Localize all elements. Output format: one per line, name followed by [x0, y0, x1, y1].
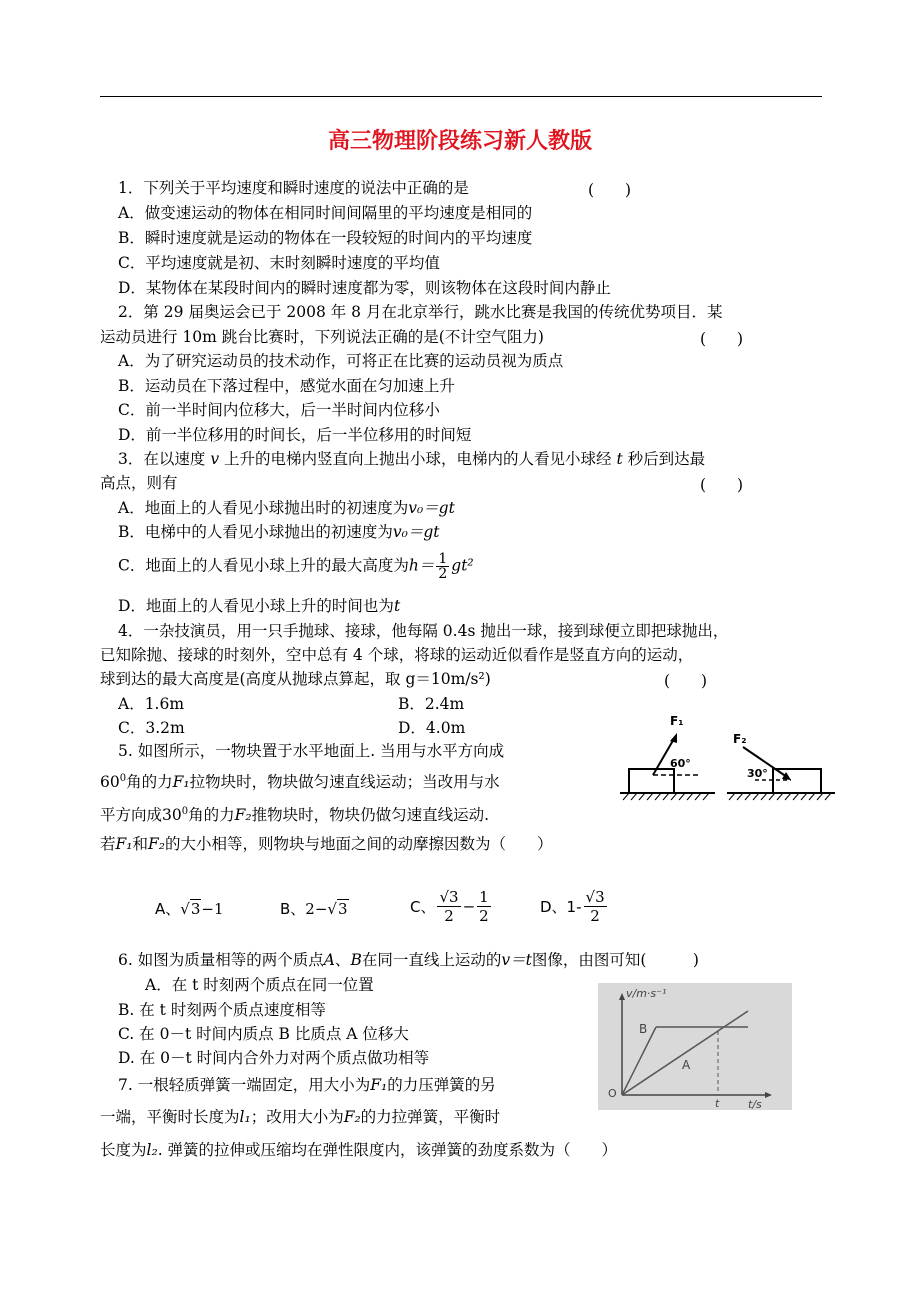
- q5-text: 角的力: [126, 773, 173, 792]
- q7-stem-line2: [100, 1107, 500, 1127]
- q5-frac-den: 2: [590, 907, 600, 925]
- q5-fig-f1-angle: 60°: [670, 757, 691, 770]
- q6-fig-x-label: t/s: [748, 1098, 762, 1110]
- q2-option-c: C．前一半时间内位移大，后一半时间内位移小: [118, 401, 440, 419]
- q5-frac-num: √3: [439, 888, 459, 906]
- q7-stem-line3: [100, 1140, 617, 1160]
- q4-option-a: A．1.6m: [118, 695, 185, 713]
- q6-text: 、: [334, 951, 351, 969]
- q7-text: 7. 一根轻质弹簧一端固定，用大小为: [118, 1076, 371, 1094]
- q7-text: ；改用大小为: [250, 1108, 344, 1126]
- q6-option-c: C. 在 0－t 时间内质点 B 比质点 A 位移大: [118, 1025, 409, 1043]
- q4-stem-line3: 球到达的最大高度是(高度从抛球点算起，取 g＝10m/s²): [100, 670, 491, 688]
- q6-option-d: D. 在 0－t 时间内合外力对两个质点做功相等: [118, 1049, 430, 1067]
- q3-option-d-var: t: [393, 597, 401, 615]
- q5-option-a-label: A、: [155, 900, 181, 918]
- q3-var-t: t: [616, 450, 623, 468]
- q2-answer-blank: ( ): [700, 330, 744, 348]
- q4-stem-line1: 4．一杂技演员，用一只手抛球、接球，他每隔 0.4s 抛出一球，接到球便立即把球抛出，: [118, 622, 729, 640]
- q5-force-f1: F₁: [115, 835, 133, 853]
- q5-frac-den: 2: [444, 907, 454, 925]
- q5-text: 平方向成: [100, 806, 163, 825]
- q6-option-a: A．在 t 时刻两个质点在同一位置: [145, 976, 374, 994]
- q5-force-f2: F₂: [148, 835, 165, 853]
- q5-fig-f1-label: F₁: [670, 714, 684, 728]
- q6-fig-y-label: v/m·s⁻¹: [626, 987, 667, 1000]
- q5-text: 若: [100, 835, 116, 853]
- q5-text: 的大小相等，则物块与地面之间的动摩擦因数为（ ）: [164, 835, 553, 853]
- q3-option-a: [118, 498, 455, 518]
- q4-option-c: C．3.2m: [118, 719, 185, 737]
- q2-option-a: A．为了研究运动员的技术动作，可将正在比赛的运动员视为质点: [118, 352, 564, 370]
- page-title: 高三物理阶段练习新人教版: [327, 129, 592, 154]
- q6-stem: [118, 950, 699, 970]
- q6-fig-origin: O: [608, 1087, 617, 1100]
- q3-option-c-text: C．地面上的人看见小球上升的最大高度为: [118, 556, 409, 575]
- q5-angle-60: 60: [100, 773, 120, 792]
- q5-stem-line1: 5. 如图所示，一物块置于水平地面上. 当用与水平方向成: [118, 742, 505, 760]
- q7-stem-line1: [118, 1075, 496, 1095]
- q5-stem-line4: [100, 834, 552, 854]
- q3-option-b-formula: v₀＝gt: [392, 523, 440, 541]
- q6-fig-b-label: B: [639, 1022, 648, 1036]
- q6-fig-a-label: A: [682, 1058, 691, 1072]
- q1-answer-blank: ( ): [588, 181, 632, 199]
- q5-option-b: B、2−√3: [280, 900, 348, 918]
- q5-stem-line3: [100, 802, 489, 825]
- q5-force-f2: F₂: [234, 806, 252, 825]
- q5-option-d-label: D、1-: [540, 898, 582, 916]
- q7-length-l1: l₁: [239, 1108, 251, 1126]
- q5-option-c: [410, 888, 493, 925]
- q5-frac-num: √3: [585, 888, 605, 906]
- q5-force-f1: F₁: [172, 773, 190, 792]
- q5-fig-f2-label: F₂: [733, 732, 747, 746]
- q5-option-c-frac1: [437, 888, 460, 925]
- q7-text: 一端，平衡时长度为: [100, 1108, 240, 1126]
- q5-option-a: A、√3−1: [155, 900, 224, 918]
- q3-option-b: [118, 522, 440, 542]
- q7-force-f2: F₂: [343, 1108, 361, 1126]
- q3-stem-line1: [118, 449, 705, 469]
- q1-option-b: B．瞬时速度就是运动的物体在一段较短的时间内的平均速度: [118, 229, 533, 247]
- q5-option-c-frac2: [477, 888, 491, 925]
- q5-stem-line2: [100, 769, 500, 792]
- q5-force-figure: [615, 705, 840, 805]
- q1-option-a: A．做变速运动的物体在相同时间间隔里的平均速度是相同的: [118, 204, 533, 222]
- q3-option-d-text: D．地面上的人看见小球上升的时间也为: [118, 597, 394, 615]
- q7-length-l2: l₂: [146, 1141, 158, 1159]
- q2-stem-line1: 2．第 29 届奥运会已于 2008 年 8 月在北京举行，跳水比赛是我国的传统优势项目．某: [118, 303, 723, 321]
- q2-stem-line2: 运动员进行 10m 跳台比赛时，下列说法正确的是(不计空气阻力): [100, 328, 544, 346]
- q5-option-a-radicand: 3: [190, 900, 201, 918]
- q5-option-d: [540, 888, 609, 925]
- q3-text-3: 秒后到达最: [627, 450, 706, 468]
- q7-force-f1: F₁: [370, 1076, 388, 1094]
- q3-text-2: 上升的电梯内竖直向上抛出小球，电梯内的人看见小球经: [224, 450, 612, 468]
- q3-text-1: 3．在以速度: [118, 450, 206, 468]
- q7-text: 的力拉弹簧，平衡时: [360, 1108, 501, 1126]
- q7-text: 长度为: [100, 1141, 147, 1159]
- q6-vt-graph: [598, 983, 792, 1110]
- q5-option-b-value: 2−: [305, 900, 328, 918]
- q5-option-c-label: C、: [410, 898, 436, 916]
- q3-frac-numerator: 1: [438, 551, 448, 567]
- q4-option-d: D．4.0m: [398, 719, 466, 737]
- q5-angle-30: 30: [162, 806, 182, 825]
- q3-frac-denominator: 2: [438, 566, 448, 582]
- q2-option-d: D．前一半位移用的时间长，后一半位移用的时间短: [118, 426, 472, 444]
- q3-stem-line2: 高点，则有: [100, 474, 178, 492]
- q3-option-d: [118, 596, 400, 616]
- q5-fig-f2-angle: 30°: [747, 767, 768, 780]
- q6-point-a: A: [323, 951, 335, 969]
- q3-option-a-text: A．地面上的人看见小球抛出时的初速度为: [118, 499, 409, 517]
- q6-fig-t: t: [715, 1097, 720, 1110]
- q4-stem-line2: 已知除抛、接球的时刻外，空中总有 4 个球，将球的运动近似看作是竖直方向的运动，: [100, 646, 694, 664]
- q7-text: 的力压弹簧的另: [387, 1076, 496, 1094]
- q5-frac-den: 2: [479, 907, 489, 925]
- q1-option-d: D．某物体在某段时间内的瞬时速度都为零，则该物体在这段时间内静止: [118, 279, 611, 297]
- q2-option-b: B．运动员在下落过程中，感觉水面在匀加速上升: [118, 377, 455, 395]
- q3-option-c: [118, 552, 474, 581]
- q6-option-b: B. 在 t 时刻两个质点速度相等: [118, 1001, 326, 1019]
- q6-vt: v＝t: [501, 951, 532, 969]
- q4-answer-blank: ( ): [664, 672, 708, 690]
- q5-text: 角的力: [188, 806, 235, 825]
- q5-option-d-frac: [584, 888, 607, 925]
- q4-option-b: B．2.4m: [398, 695, 465, 713]
- q5-degree-sup: 0: [181, 806, 189, 817]
- q5-text: 和: [132, 835, 148, 853]
- q3-answer-blank: ( ): [700, 476, 744, 494]
- q5-option-b-label: B、: [280, 900, 306, 918]
- q1-stem: 1．下列关于平均速度和瞬时速度的说法中正确的是: [118, 179, 469, 197]
- q6-text: 图像，由图可知( ): [531, 951, 699, 969]
- q3-option-a-formula: v₀＝gt: [408, 499, 455, 517]
- q5-frac-num: 1: [479, 888, 489, 906]
- q3-var-v: v: [210, 450, 220, 468]
- q6-text: 6. 如图为质量相等的两个质点: [118, 951, 324, 969]
- q5-option-c-minus: −: [462, 897, 476, 916]
- q5-text: 拉物块时，物块做匀速直线运动；当改用与水: [189, 773, 500, 792]
- q3-option-c-h: h＝: [408, 556, 435, 575]
- q3-option-c-fraction: [436, 552, 449, 581]
- q6-point-b: B: [350, 951, 362, 969]
- q3-option-c-tail: gt²: [451, 556, 474, 575]
- q5-option-a-tail: −1: [201, 900, 224, 918]
- q5-degree-sup: 0: [119, 773, 127, 784]
- header-rule: [100, 96, 822, 97]
- q7-text: . 弹簧的拉伸或压缩均在弹性限度内，该弹簧的劲度系数为（ ）: [157, 1141, 618, 1159]
- q6-text: 在同一直线上运动的: [361, 951, 502, 969]
- q5-text: 推物块时，物块仍做匀速直线运动.: [251, 806, 490, 825]
- q1-option-c: C．平均速度就是初、末时刻瞬时速度的平均值: [118, 254, 440, 272]
- q5-option-b-radicand: 3: [337, 900, 348, 918]
- q3-option-b-text: B．电梯中的人看见小球抛出的初速度为: [118, 523, 393, 541]
